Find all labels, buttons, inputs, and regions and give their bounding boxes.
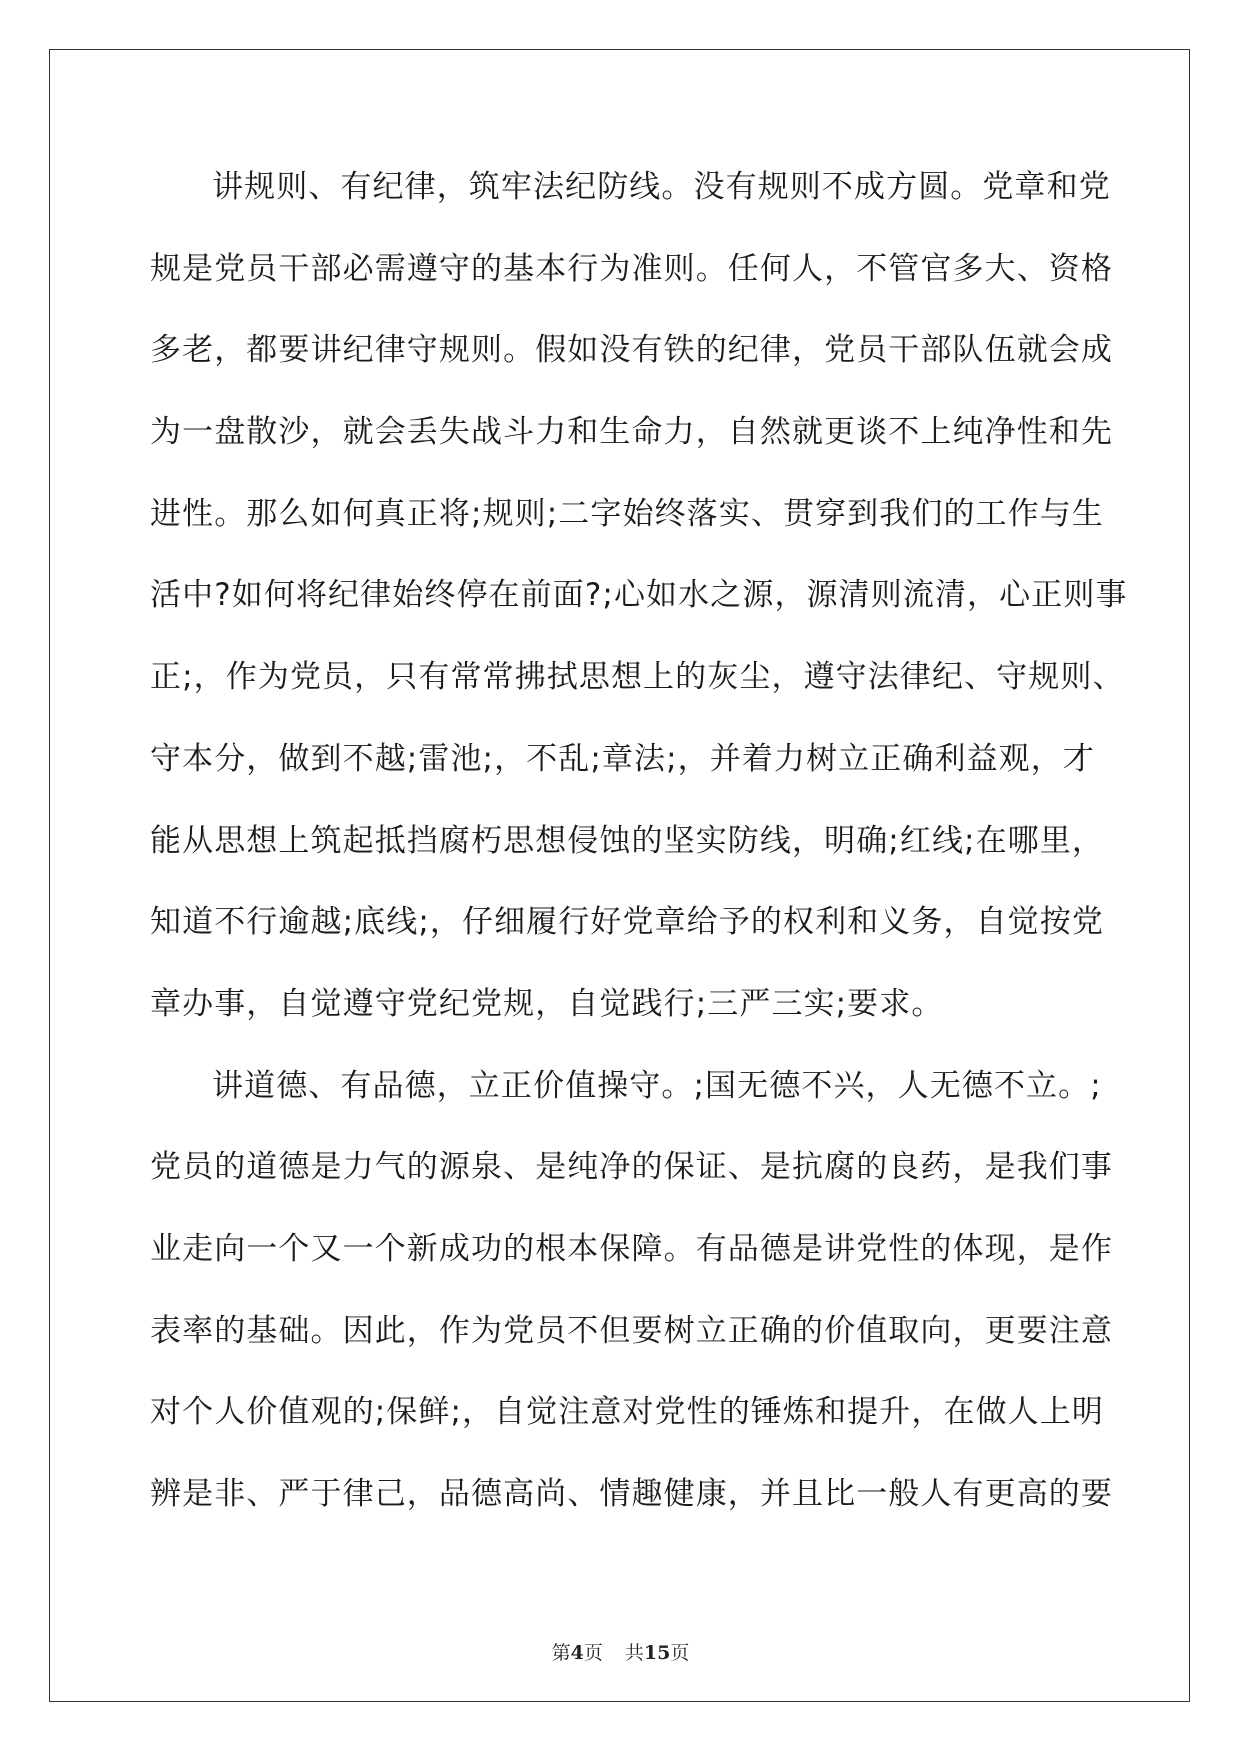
- total-prefix: 共: [624, 1642, 644, 1664]
- document-body: [150, 162, 1128, 1551]
- page-prefix: 第: [551, 1642, 571, 1664]
- total-suffix: 页: [670, 1642, 690, 1664]
- page-number: 4: [570, 1642, 584, 1664]
- paragraph-line: 对个人价值观的;保鲜;，自觉注意对党性的锤炼和提升，在做人上明: [150, 1394, 1104, 1431]
- paragraph-line: 业走向一个又一个新成功的根本保障。有品德是讲党性的体现，是作: [150, 1230, 1113, 1267]
- total-pages: 15: [643, 1642, 671, 1664]
- paragraph-line: 讲规则、有纪律，筑牢法纪防线。没有规则不成方圆。党章和党: [212, 169, 1111, 205]
- paragraph-line: 多老，都要讲纪律守规则。假如没有铁的纪律，党员干部队伍就会成: [150, 332, 1113, 369]
- paragraph-line: 正;，作为党员，只有常常拂拭思想上的灰尘，遵守法律纪、守规则、: [150, 659, 1125, 696]
- paragraph-line: 活中?如何将纪律始终停在前面?;心如水之源，源清则流清，心正则事: [150, 577, 1128, 614]
- paragraph-line: 辨是非、严于律己，品德高尚、情趣健康，并且比一般人有更高的要: [150, 1476, 1113, 1512]
- paragraph-line: 进性。那么如何真正将;规则;二字始终落实、贯穿到我们的工作与生: [150, 495, 1104, 532]
- paragraph-line: 章办事，自觉遵守党纪党规，自觉践行;三严三实;要求。: [150, 985, 944, 1022]
- paragraph-line: 知道不行逾越;底线;，仔细履行好党章给予的权利和义务，自觉按党: [150, 904, 1104, 941]
- paragraph-line: 为一盘散沙，就会丢失战斗力和生命力，自然就更谈不上纯净性和先: [150, 414, 1113, 451]
- paragraph-line: 规是党员干部必需遵守的基本行为准则。任何人，不管官多大、资格: [150, 250, 1113, 287]
- paragraph-line: 讲道德、有品德，立正价值操守。;国无德不兴，人无德不立。;: [212, 1067, 1102, 1104]
- paragraph-line: 党员的道德是力气的源泉、是纯净的保证、是抗腐的良药，是我们事: [150, 1149, 1113, 1186]
- page-footer: [0, 1638, 1241, 1665]
- paragraph-line: 守本分，做到不越;雷池;，不乱;章法;，并着力树立正确利益观，才: [150, 740, 1095, 777]
- page-suffix: 页: [583, 1642, 603, 1664]
- paragraph-line: 表率的基础。因此，作为党员不但要树立正确的价值取向，更要注意: [150, 1312, 1113, 1349]
- paragraph-line: 能从思想上筑起抵挡腐朽思想侵蚀的坚实防线，明确;红线;在哪里，: [150, 822, 1104, 859]
